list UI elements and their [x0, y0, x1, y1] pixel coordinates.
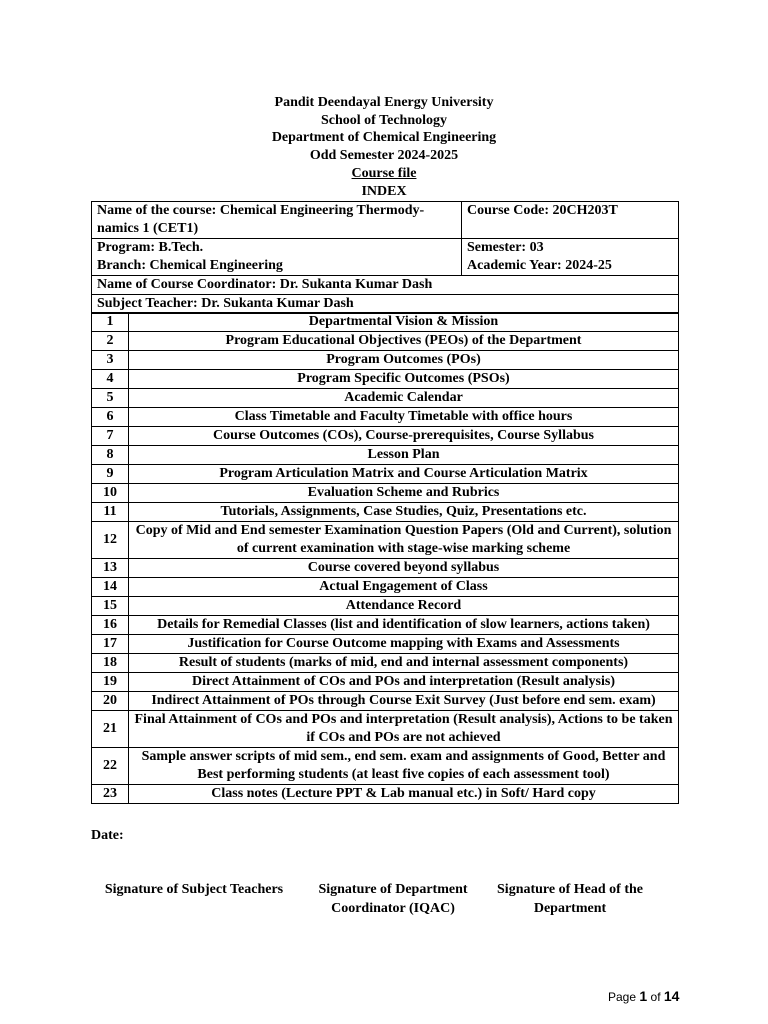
- index-row-number: 14: [92, 578, 129, 597]
- signature-head-of-department: [486, 880, 654, 918]
- index-row: [92, 578, 679, 597]
- signature-head-line2: Department: [533, 901, 607, 916]
- index-row-item: Lesson Plan: [129, 446, 679, 465]
- index-row-number: 17: [92, 635, 129, 654]
- signature-head-line1: Signature of Head of the: [497, 882, 643, 897]
- course-file-title: Course file: [351, 165, 417, 181]
- index-row: [92, 673, 679, 692]
- index-row-number: 15: [92, 597, 129, 616]
- index-row: [92, 446, 679, 465]
- index-row-number: 11: [92, 503, 129, 522]
- coordinator-cell: Name of Course Coordinator: Dr. Sukanta Kumar Dash: [92, 276, 679, 295]
- index-row: [92, 597, 679, 616]
- document-header: [0, 94, 768, 200]
- index-row-number: 23: [92, 785, 129, 804]
- index-row: [92, 522, 679, 559]
- coordinator-row: [92, 276, 679, 295]
- index-row: [92, 785, 679, 804]
- index-row: [92, 351, 679, 370]
- index-row: [92, 370, 679, 389]
- index-row-item: Departmental Vision & Mission: [129, 313, 679, 332]
- index-row-item: Attendance Record: [129, 597, 679, 616]
- signature-subject-teachers-label: Signature of Subject Teachers: [104, 882, 284, 897]
- semester-year-cell: [462, 239, 679, 276]
- index-row: [92, 313, 679, 332]
- index-row-number: 4: [92, 370, 129, 389]
- index-row-item: Evaluation Scheme and Rubrics: [129, 484, 679, 503]
- index-row-number: 22: [92, 748, 129, 785]
- index-table: [91, 312, 679, 804]
- index-row-number: 20: [92, 692, 129, 711]
- date-label: Date:: [91, 828, 124, 843]
- index-row-number: 16: [92, 616, 129, 635]
- page-total: 14: [663, 988, 680, 1004]
- index-row: [92, 503, 679, 522]
- index-row: [92, 711, 679, 748]
- page-number: [608, 988, 679, 1004]
- course-info-row: [92, 202, 679, 239]
- program-text: Program: B.Tech.: [97, 240, 204, 255]
- branch-text: Branch: Chemical Engineering: [97, 258, 283, 273]
- index-row: [92, 616, 679, 635]
- page-of-word: of: [650, 990, 661, 1004]
- index-row-item: Details for Remedial Classes (list and identification of slow learners, actions taken): [129, 616, 679, 635]
- signature-subject-teachers: [94, 880, 294, 899]
- index-row-number: 18: [92, 654, 129, 673]
- index-row-item: Class Timetable and Faculty Timetable with office hours: [129, 408, 679, 427]
- index-row: [92, 427, 679, 446]
- index-row-item: Result of students (marks of mid, end and internal assessment components): [129, 654, 679, 673]
- index-row-number: 10: [92, 484, 129, 503]
- index-row: [92, 332, 679, 351]
- department-name: Department of Chemical Engineering: [271, 130, 497, 146]
- index-row-item: Copy of Mid and End semester Examination Question Papers (Old and Current), solution of current examination with stage-wise marking scheme: [129, 522, 679, 559]
- school-name: School of Technology: [320, 112, 448, 128]
- index-row-number: 6: [92, 408, 129, 427]
- teacher-row: [92, 295, 679, 314]
- index-row-item: Program Articulation Matrix and Course Articulation Matrix: [129, 465, 679, 484]
- index-row: [92, 654, 679, 673]
- index-row: [92, 465, 679, 484]
- course-code-cell: Course Code: 20CH203T: [462, 202, 679, 239]
- index-row-item: Class notes (Lecture PPT & Lab manual etc.) in Soft/ Hard copy: [129, 785, 679, 804]
- index-row: [92, 635, 679, 654]
- index-row-item: Academic Calendar: [129, 389, 679, 408]
- index-row-item: Tutorials, Assignments, Case Studies, Quiz, Presentations etc.: [129, 503, 679, 522]
- index-row-item: Indirect Attainment of POs through Course Exit Survey (Just before end sem. exam): [129, 692, 679, 711]
- signature-department-coordinator: [303, 880, 483, 918]
- index-row: [92, 559, 679, 578]
- signature-coordinator-line1: Signature of Department: [318, 882, 468, 897]
- index-row-number: 9: [92, 465, 129, 484]
- index-row: [92, 484, 679, 503]
- index-row-item: Program Specific Outcomes (PSOs): [129, 370, 679, 389]
- index-row: [92, 692, 679, 711]
- index-row-number: 8: [92, 446, 129, 465]
- semester-text: Semester: 03: [467, 240, 544, 255]
- page-current: 1: [639, 988, 648, 1004]
- university-name: Pandit Deendayal Energy University: [274, 95, 494, 110]
- signature-coordinator-line2: Coordinator (IQAC): [331, 901, 455, 916]
- semester-title: Odd Semester 2024-2025: [309, 148, 459, 164]
- course-info-table: [91, 201, 679, 314]
- index-row-item: Justification for Course Outcome mapping with Exams and Assessments: [129, 635, 679, 654]
- index-row-item: Actual Engagement of Class: [129, 578, 679, 597]
- program-info-row: [92, 239, 679, 276]
- index-row-item: Final Attainment of COs and POs and interpretation (Result analysis), Actions to be taken if COs and POs are not achieved: [129, 711, 679, 748]
- index-row-number: 1: [92, 313, 129, 332]
- academic-year-text: Academic Year: 2024-25: [467, 258, 612, 273]
- index-row-item: Program Educational Objectives (PEOs) of the Department: [129, 332, 679, 351]
- index-row-number: 12: [92, 522, 129, 559]
- index-row-number: 19: [92, 673, 129, 692]
- index-row: [92, 748, 679, 785]
- index-row: [92, 408, 679, 427]
- course-name-cell: Name of the course: Chemical Engineering Thermody-namics 1 (CET1): [92, 202, 462, 239]
- index-row-number: 3: [92, 351, 129, 370]
- index-row-item: Course Outcomes (COs), Course-prerequisites, Course Syllabus: [129, 427, 679, 446]
- program-branch-cell: [92, 239, 462, 276]
- index-row-item: Program Outcomes (POs): [129, 351, 679, 370]
- index-row: [92, 389, 679, 408]
- page-word: Page: [608, 990, 637, 1004]
- index-title: INDEX: [361, 183, 407, 199]
- index-row-number: 13: [92, 559, 129, 578]
- index-row-number: 5: [92, 389, 129, 408]
- teacher-cell: Subject Teacher: Dr. Sukanta Kumar Dash: [92, 295, 679, 314]
- index-row-number: 7: [92, 427, 129, 446]
- index-row-item: Sample answer scripts of mid sem., end sem. exam and assignments of Good, Better and Best performing students (at least five copies of each assessment tool): [129, 748, 679, 785]
- index-row-item: Direct Attainment of COs and POs and interpretation (Result analysis): [129, 673, 679, 692]
- index-row-number: 21: [92, 711, 129, 748]
- index-row-number: 2: [92, 332, 129, 351]
- index-row-item: Course covered beyond syllabus: [129, 559, 679, 578]
